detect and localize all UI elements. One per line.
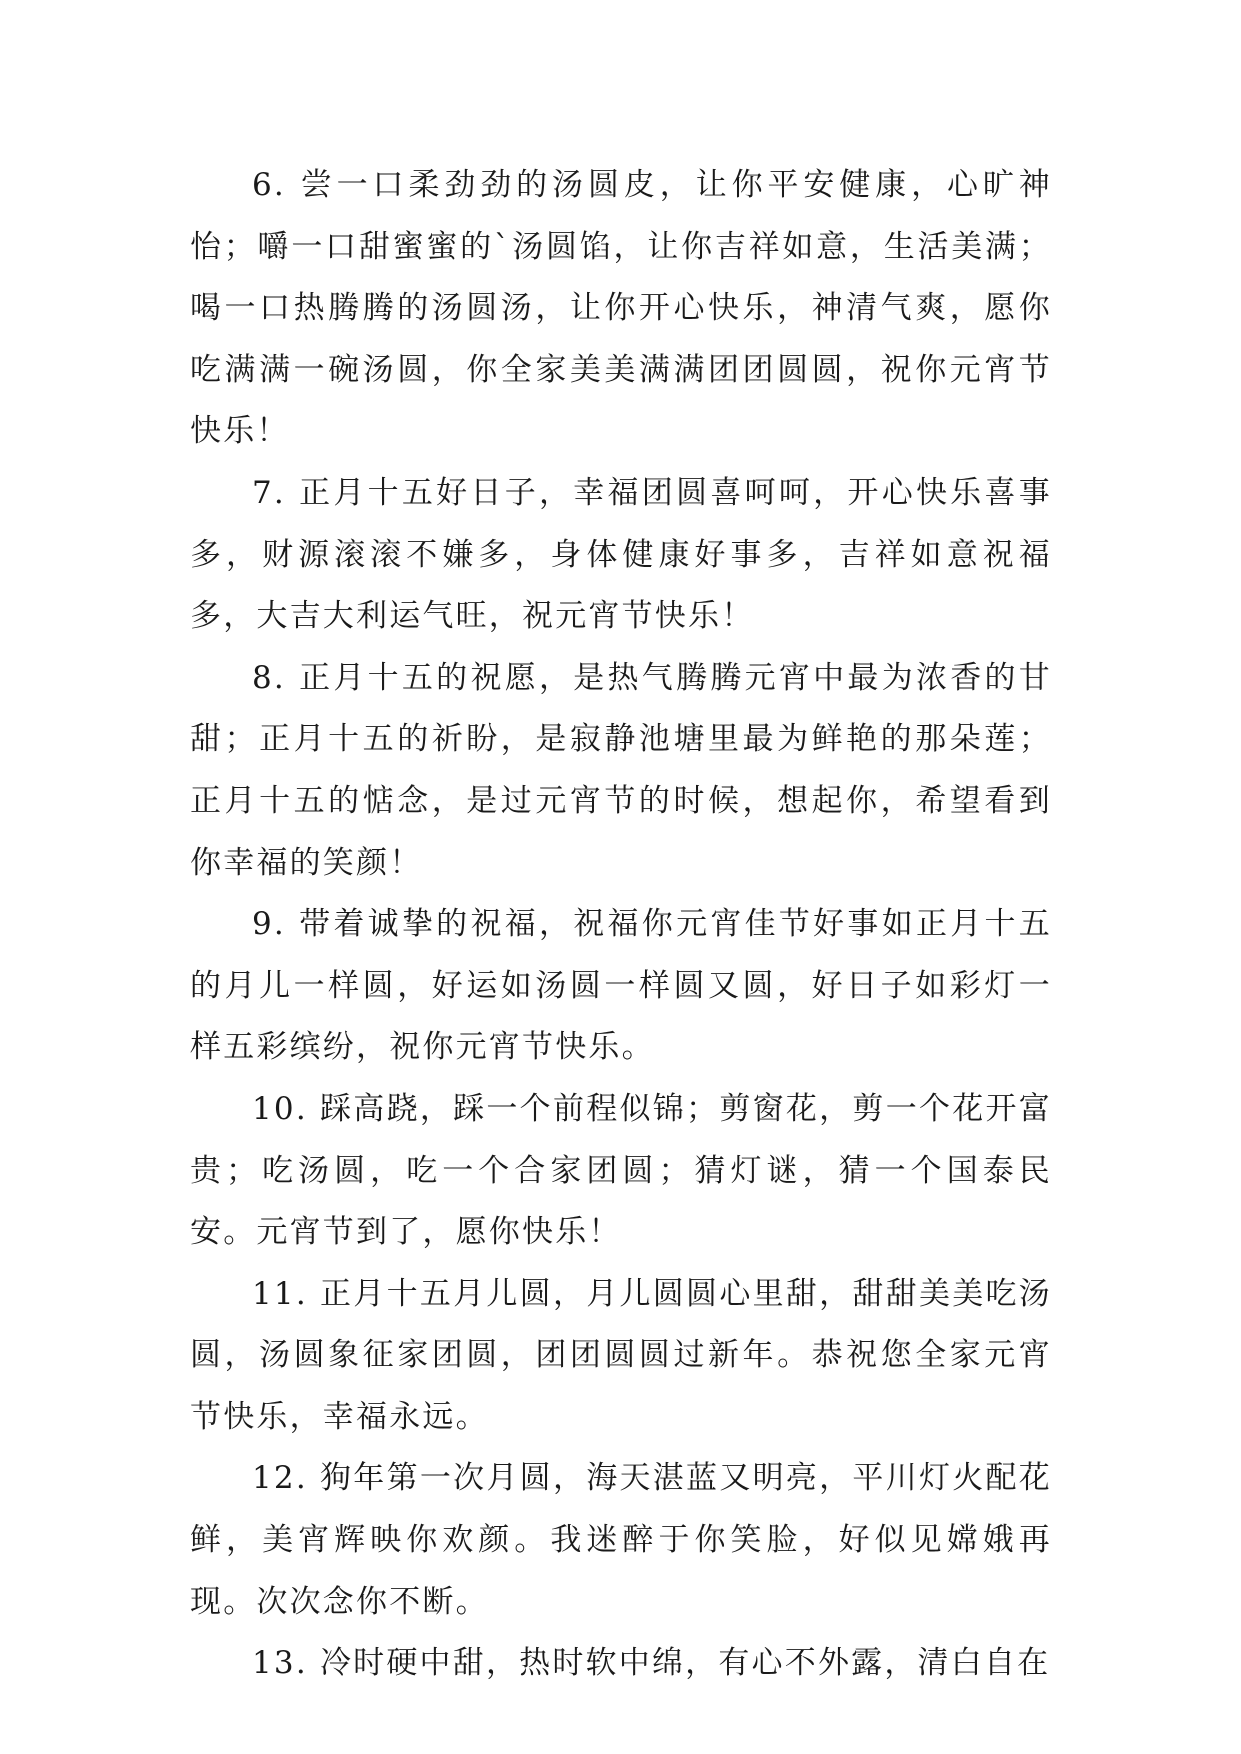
paragraph-13: 13. 冷时硬中甜，热时软中绵，有心不外露，清白自在	[252, 1645, 1051, 1682]
paragraph-10: 10. 踩高跷，踩一个前程似锦；剪窗花，剪一个花开富贵；吃汤圆，吃一个合家团圆；猜灯谜，猜一个国泰民安。元宵节到了，愿你快乐！	[190, 1090, 1052, 1251]
document-body	[190, 155, 1052, 1695]
paragraph-8: 8. 正月十五的祝愿，是热气腾腾元宵中最为浓香的甘甜；正月十五的祈盼，是寂静池塘里最为鲜艳的那朵莲；正月十五的惦念，是过元宵节的时候，想起你，希望看到你幸福的笑颜！	[190, 659, 1052, 881]
paragraph-9: 9. 带着诚挚的祝福，祝福你元宵佳节好事如正月十五的月儿一样圆，好运如汤圆一样圆又圆，好日子如彩灯一样五彩缤纷，祝你元宵节快乐。	[190, 906, 1052, 1066]
paragraph-6: 6. 尝一口柔劲劲的汤圆皮，让你平安健康，心旷神怡；嚼一口甜蜜蜜的`汤圆馅，让你吉祥如意，生活美满；喝一口热腾腾的汤圆汤，让你开心快乐，神清气爽，愿你吃满满一碗汤圆，你全家美美满满团团圆圆，祝你元宵节快乐！	[190, 167, 1052, 450]
paragraph-11: 11. 正月十五月儿圆，月儿圆圆心里甜，甜甜美美吃汤圆，汤圆象征家团圆，团团圆圆过新年。恭祝您全家元宵节快乐，幸福永远。	[190, 1275, 1052, 1435]
paragraph-12: 12. 狗年第一次月圆，海天湛蓝又明亮，平川灯火配花鲜，美宵辉映你欢颜。我迷醉于你笑脸，好似见嫦娥再现。次次念你不断。	[190, 1460, 1052, 1620]
paragraph-7: 7. 正月十五好日子，幸福团圆喜呵呵，开心快乐喜事多，财源滚滚不嫌多，身体健康好事多，吉祥如意祝福多，大吉大利运气旺，祝元宵节快乐！	[190, 474, 1052, 635]
